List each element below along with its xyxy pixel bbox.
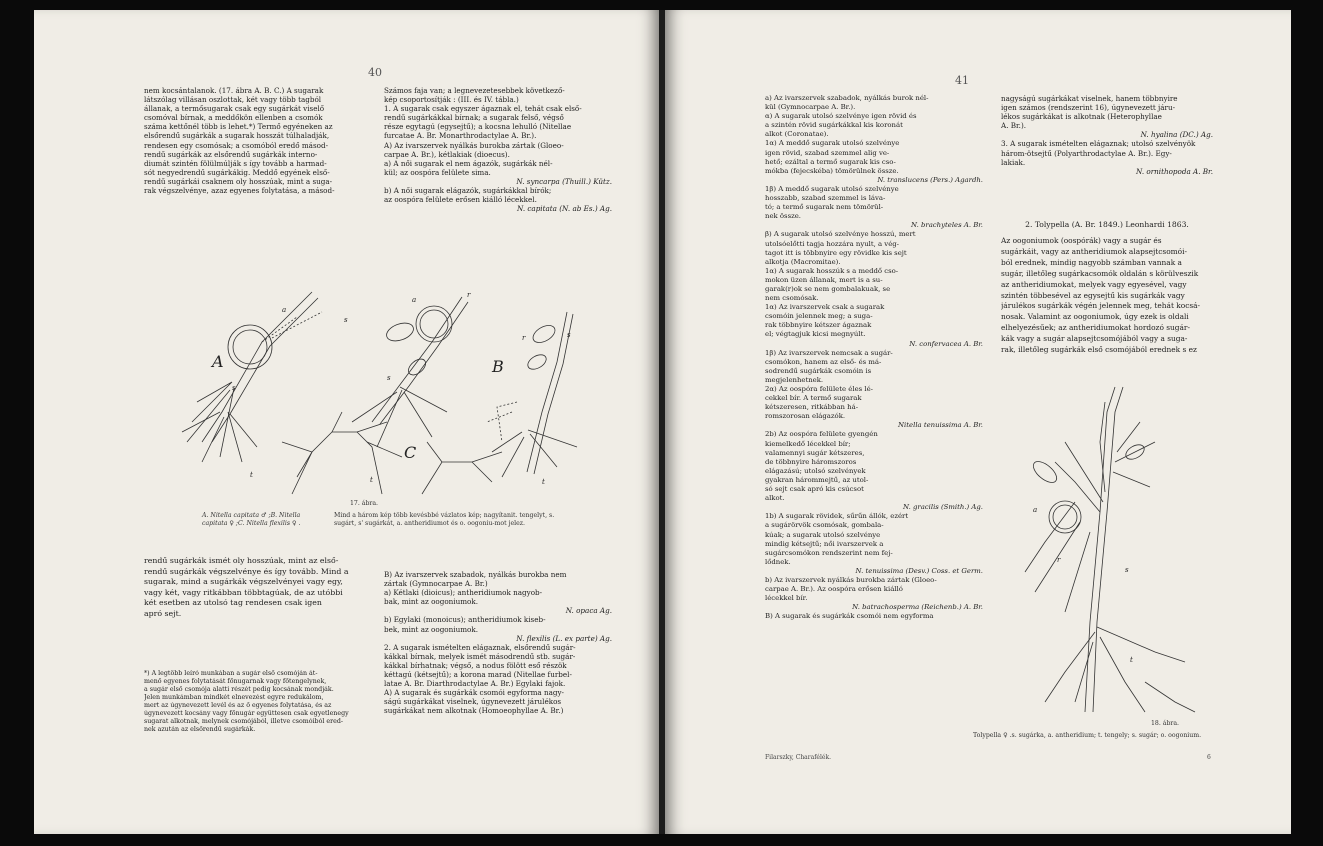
text-line: utolsóelőtti tagja hozzára nyult, a vég-	[765, 239, 900, 248]
fig17-label-t1: t	[250, 471, 253, 479]
fig17-label-r1: r	[522, 334, 526, 342]
text-line: 2. A sugarak ismételten elágaznak, elsőrendű sugár-	[384, 642, 576, 652]
text-line: három-ötsejtű (Polyarthrodactylae A. Br.). Egy-	[1001, 148, 1172, 158]
text-line: kiemelkedő lécekkel bír;	[765, 439, 851, 448]
text-line: járulékos sugárkák végén jelennek meg, tehát kocsá-	[1001, 301, 1201, 311]
text-line: kétszeresen, ritkábban há-	[765, 403, 859, 412]
text-line: két esetben az utolsó tag rendesen csak igen	[144, 598, 322, 608]
text-line: kül (Gymnocarpae A. Br.).	[765, 103, 856, 112]
text-line: rendesen egy csomósak; a csomóból eredő másod-	[144, 140, 329, 150]
text-line: t. tengelyt, s. sugárt, s' sugárkát, a. antheridiumot és o. oogoniu-	[334, 512, 555, 527]
text-line: elsőrendű sugárkák a sugarak hosszát túlhaladják,	[144, 131, 330, 141]
fig17-label-s4: s	[567, 331, 571, 339]
text-line: N. syncarpa (Thuill.) Kütz.	[516, 176, 612, 186]
left-col2-top	[384, 86, 612, 213]
right-page	[665, 10, 1291, 834]
text-line: A. Br.).	[1001, 121, 1027, 131]
text-line: C. Nitella flexilis ♀ .	[238, 519, 301, 527]
text-line: mindig kétsejtű; női ivarszervek a	[765, 539, 884, 548]
text-line: kúak; a sugarak utolsó szelvénye	[765, 530, 881, 539]
text-line: s. sugárka, a. antheridium; t. tengely; s. sugár; o. oogonium.	[1011, 732, 1202, 739]
figure-17-caption-left	[202, 512, 322, 527]
text-line: sugarat alkotnak, melynek csomójából, illetve csomóiból ered-	[144, 718, 343, 725]
text-line: lécekkel bír.	[765, 594, 808, 603]
text-line: apró sejt.	[144, 608, 182, 618]
text-line: Jelen munkámban mindkét elnevezést egyre redukálom,	[144, 694, 324, 701]
text-line: cekkel bír. A termő sugarak	[765, 394, 862, 403]
text-line: α) A sugarak utolsó szelvénye igen rövid és	[765, 112, 917, 121]
text-line: carpae A. Br.), kétlakiak (dioecus).	[384, 149, 510, 159]
fig18-label-t: t	[1130, 656, 1133, 664]
text-line: hosszabb, szabad szemmel is láva-	[765, 194, 886, 203]
fig18-label-r: r	[1057, 556, 1061, 564]
left-col2-bottom	[384, 570, 612, 716]
fig17-label-s3: s	[387, 374, 391, 382]
text-line: ból erednek, mindig nagyobb számban vannak a	[1001, 257, 1182, 267]
text-line: B) Az ivarszervek szabadok, nyálkás burokba nem	[384, 570, 567, 579]
text-line: lődnek.	[765, 557, 791, 566]
text-line: Mind a három kép több kevésbbé vázlatos kép; nagyítani	[334, 512, 513, 519]
text-line: nem csomósak.	[765, 294, 819, 303]
left-footnote	[144, 670, 372, 734]
text-line: B. Nitella capitata ♀ ;	[202, 512, 301, 527]
text-line: bak, mint az oogoniumok.	[384, 597, 479, 607]
text-line: rendű sugárkákkal bírnak; a sugarak felső, végső	[384, 113, 564, 123]
left-col2-top-lines	[384, 86, 612, 213]
text-line: mókba (fejecskéba) tömörülnek össze.	[765, 166, 899, 175]
figure-17-number: 17. ábra.	[349, 500, 379, 507]
right-col1	[765, 94, 983, 621]
text-line: rendű sugárkák az elsőrendű sugárkák interno-	[144, 149, 318, 159]
text-line: a sugárörvök csomósak, gombala-	[765, 521, 884, 530]
text-line: sót negyedrendű sugárkákig. Meddő egyének első-	[144, 167, 330, 177]
text-line: az antheridiumokat, melyek vagy egyesével, vagy	[1001, 279, 1187, 289]
text-line: kéttagú (kétsejtű); a korona marad (Nitellae furbel-	[384, 670, 572, 680]
text-line: kákkal bírnak, melyek ismét másodrendű stb. sugár-	[384, 651, 576, 661]
text-line: N. hyalina (DC.) Ag.	[1140, 130, 1213, 140]
text-line: 1α) A meddő sugarak utolsó szelvénye	[765, 139, 900, 148]
left-page	[34, 10, 659, 834]
figure-18	[1005, 382, 1215, 717]
text-line: rendű sugárkák ismét oly hosszúak, mint az első-	[144, 556, 339, 565]
text-line: 2α) Az oospóra felülete éles lé-	[765, 385, 873, 393]
text-line: rendű sugárkák végszelvénye és így tovább. Mind a	[144, 566, 349, 576]
text-line: lakiak.	[1001, 157, 1026, 167]
text-line: lékos sugárkákat is alkotnak (Heterophyllae	[1001, 112, 1162, 122]
text-line: el; végtagjuk kicsi megnyúlt.	[765, 330, 866, 339]
text-line: megjelenhetnek.	[765, 375, 824, 384]
text-line: 1β) Az ivarszervek nemcsak a sugár-	[765, 348, 893, 357]
right-col2-top	[1001, 94, 1213, 176]
text-line: elhelyezésűek; az antheridiumokat hordozó sugár-	[1001, 323, 1190, 333]
text-line: furcatae A. Br. Monarthrodactylae A. Br.).	[384, 131, 537, 141]
text-line: N. confervacea A. Br.	[909, 339, 983, 348]
text-line: alkot.	[765, 494, 785, 503]
text-line: kák vagy a sugár alapsejtcsomójából vagy a suga-	[1001, 334, 1188, 344]
text-line: 1b) A sugarak rövidek, sűrűn állók, ezért	[765, 512, 909, 521]
text-line: kép csoportosítják : (III. és IV. tábla.)	[384, 95, 519, 105]
text-line: de többnyire háromszoros	[765, 457, 857, 466]
text-line: igen számos (rendszerint 16), úgynevezett járu-	[1001, 103, 1176, 113]
fig17-label-a1: a	[282, 306, 287, 314]
text-line: valamennyi sugár kétszeres,	[765, 448, 865, 457]
text-line: mot jelez.	[494, 519, 526, 527]
text-line: Tolypella ♀ .	[973, 732, 1012, 739]
text-line: alkotja (Macromitae).	[765, 257, 841, 266]
text-line: 1. A sugarak csak egyszer ágaznak el, tehát csak első-	[384, 104, 582, 114]
footer-author: Filarszky, Charafélék.	[765, 754, 831, 761]
text-line: nem kocsántalanok. (17. ábra A. B. C.) A sugarak	[144, 86, 324, 95]
text-line: N. tenuissima (Desv.) Coss. et Germ.	[855, 566, 983, 575]
text-line: b) Az ivarszervek nyálkás burokba zártak (Gloeo-	[765, 575, 937, 584]
text-line: alkot (Coronatae).	[765, 130, 829, 139]
text-line: hető; ezáltal a termő sugarak kis cso-	[765, 157, 896, 166]
fig17-label-t2: t	[370, 476, 373, 484]
left-col1-bottom	[144, 556, 372, 620]
fig17-label-C: C	[404, 443, 417, 462]
text-line: N. ornithopoda A. Br.	[1135, 166, 1213, 176]
text-line: a) Az ivarszervek szabadok, nyálkás burok nél-	[765, 94, 929, 102]
text-line: csomóval bírnak, a meddőkön ellenben a csomók	[144, 113, 323, 123]
text-line: zártak (Gymnocarpae A. Br.)	[384, 579, 488, 589]
text-line: csomókon, hanem az első- és má-	[765, 357, 882, 366]
right-page-number: 41	[955, 74, 969, 87]
text-line: rendű sugárkái csaknem oly hosszúak, mint a suga-	[144, 176, 333, 186]
text-line: része egytagú (egysejtű); a kocsna lehulló (Nitellae	[384, 122, 572, 132]
text-line: mert az úgynevezett levél és az ő egyenes folytatása, és az	[144, 702, 332, 709]
figure-17-caption-right	[334, 512, 564, 527]
text-line: a sugár első csomója alatti részét pedig kocsának mondják.	[144, 686, 334, 693]
text-line: vagy két, vagy ritkábban többtagúak, de az utóbbi	[144, 587, 343, 597]
text-line: nosak. Valamint az oogoniumok, úgy ezek is oldali	[1001, 312, 1189, 322]
text-line: N. flexilis (L. ex parte) Ag.	[516, 633, 612, 643]
text-line: úgynevezett kocsány vagy főnugár együttesen csak egyetlenegy	[144, 710, 349, 717]
text-line: sodrendű sugárkák csomóin is	[765, 366, 872, 375]
text-line: bek, mint az oogoniumok.	[384, 624, 478, 634]
text-line: a szintén rövid sugárkákkal kis koronát	[765, 121, 903, 130]
text-line: latae A. Br. Diarthrodactylae A. Br.) Egylaki fajok.	[384, 679, 566, 689]
text-line: B) A sugarak és sugárkák csomói nem egyforma	[765, 612, 934, 621]
text-line: tagot itt is többnyire egy rövidke kis sejt	[765, 248, 907, 257]
text-line: a) A női sugarak el nem ágazók, sugárkák nél-	[384, 158, 553, 168]
text-line: nagyságú sugárkákat viselnek, hanem többnyire	[1001, 94, 1178, 103]
text-line: ságú sugárkákat viselnek, úgynevezett járulékos	[384, 697, 562, 707]
left-col1-top-lines	[144, 86, 372, 195]
fig17-label-s2: s	[232, 384, 236, 392]
text-line: b) A női sugarak elágazók, sugárkákkal bírók;	[384, 186, 552, 196]
text-line: sugár, illetőleg sugárkacsomók oldalán s körülveszik	[1001, 268, 1199, 278]
text-line: garak(r)ok se nem gombalakuak, se	[765, 284, 891, 293]
text-line: só sejt csak apró kis csúcsot	[765, 485, 864, 494]
text-line: nek össze.	[765, 212, 802, 221]
fig17-label-t3: t	[542, 478, 545, 486]
text-line: diumát szintén fölülmúlják s így tovább a harmad-	[144, 158, 327, 168]
text-line: A) Az ivarszervek nyálkás burokba zártak (Gloeo-	[384, 140, 564, 150]
text-line: A) A sugarak és sugárkák csomói egyforma nagy-	[384, 688, 564, 698]
text-line: 2b) Az oospóra felülete gyengén	[765, 430, 878, 439]
text-line: sugárcsomókon rendszerint nem fej-	[765, 548, 893, 557]
text-line: sugárkáit, vagy az antheridiumok alapsejtcsomói-	[1001, 246, 1187, 256]
text-line: 1α) A sugarak hosszúk s a meddő cso-	[765, 266, 899, 275]
text-line: mokon üzen állanak, mert is a su-	[765, 275, 883, 284]
figure-17	[172, 272, 582, 497]
text-line: romszorosan elágazók.	[765, 412, 846, 421]
footer-signature: 6	[1207, 754, 1211, 761]
text-line: száma kettőnél több is lehet.*) Termő egyéneken az	[144, 122, 333, 132]
text-line: N. brachyteles A. Br.	[911, 221, 983, 230]
text-line: 3. A sugarak ismételten elágaznak; utolsó szelvényök	[1001, 139, 1196, 149]
fig18-label-a: a	[1033, 506, 1038, 514]
text-line: nek azután az elsőrendű sugárkák.	[144, 726, 256, 733]
text-line: menő egyenes folytatását főnugarnak vagy főtengelynek,	[144, 678, 327, 685]
text-line: A. Nitella capitata ♂ ;	[202, 512, 271, 519]
text-line: tó; a termő sugarak nem tömörül-	[765, 203, 884, 212]
text-line: Nitella tenuissima A. Br.	[898, 421, 983, 430]
right-col2-body	[1001, 236, 1213, 356]
text-line: csomóin jelennek meg; a suga-	[765, 312, 873, 321]
text-line: rak többnyire kétszer ágaznak	[765, 321, 872, 330]
text-line: N. translucens (Pers.) Agardh.	[877, 175, 983, 184]
text-line: N. opaca Ag.	[565, 606, 612, 616]
text-line: *) A legtöbb leíró munkában a sugár első csomóján át-	[144, 670, 318, 677]
text-line: az oospóra felülete erősen kiálló lécekkel.	[384, 195, 537, 205]
text-line: rak végszelvénye, azaz egyenes folytatása, a másod-	[144, 186, 335, 196]
text-line: b) Egylaki (monoicus); antheridiumok kiseb-	[384, 615, 546, 625]
text-line: carpae A. Br.). Az oospóra erősen kiálló	[765, 585, 903, 594]
text-line: 1α) Az ivarszervek csak a sugarak	[765, 303, 885, 312]
tolypella-heading: 2. Tolypella (A. Br. 1849.) Leonhardi 1863.	[1025, 220, 1189, 229]
text-line: 1β) A meddő sugarak utolsó szelvénye	[765, 184, 899, 193]
text-line: sugárkákat nem alkotnak (Homoeophyllae A. Br.)	[384, 706, 564, 716]
text-line: rak, illetőleg sugárkák első csomójából erednek s ez	[1001, 345, 1197, 355]
fig18-label-s: s	[1125, 566, 1129, 574]
text-line: kül; az oospóra felülete sima.	[384, 167, 491, 177]
text-line: kákkal bírhatnak; végső, a nodus fölött eső részök	[384, 660, 567, 670]
fig17-label-B: B	[492, 357, 504, 376]
figure-17-drawing	[172, 272, 582, 497]
text-line: gyakran hárommejtű, az utol-	[765, 475, 869, 484]
text-line: N. batrachosperma (Reichenb.) A. Br.	[852, 603, 983, 612]
text-line: Számos faja van; a legnevezetesebbek következő-	[384, 86, 565, 95]
left-page-number: 40	[368, 66, 382, 79]
figure-18-number: 18. ábra.	[1150, 720, 1180, 727]
left-col1-top	[144, 86, 372, 195]
fig17-label-A: A	[212, 352, 224, 371]
figure-18-drawing	[1005, 382, 1215, 717]
fig17-label-r2: r	[467, 291, 471, 299]
figure-18-caption	[973, 732, 1233, 740]
text-line: látszólag villásan oszlottak, két vagy több tagból	[144, 95, 322, 105]
text-line: a) Kétlaki (dioicus); antheridiumok nagyob-	[384, 588, 543, 598]
text-line: Az oogoniumok (oospórák) vagy a sugár és	[1001, 236, 1162, 245]
fig17-label-a2: a	[412, 296, 417, 304]
text-line: szintén többesével az egysejtű kis sugárkák vagy	[1001, 290, 1185, 300]
text-line: állanak, a termősugarak csak egy sugárkát viselő	[144, 104, 325, 114]
text-line: N. gracilis (Smith.) Ag.	[903, 503, 983, 512]
text-line: elágazású; utolsó szelvények	[765, 466, 866, 475]
text-line: N. capitata (N. ab Es.) Ag.	[517, 204, 612, 214]
text-line: β) A sugarak utolsó szelvénye hosszú, mert	[765, 230, 916, 239]
text-line: igen rövid, szabad szemmel alig ve-	[765, 148, 890, 157]
text-line: sugarak, mind a sugárkák végszelvényei vagy egy,	[144, 577, 343, 587]
fig17-label-s1: s	[344, 316, 348, 324]
